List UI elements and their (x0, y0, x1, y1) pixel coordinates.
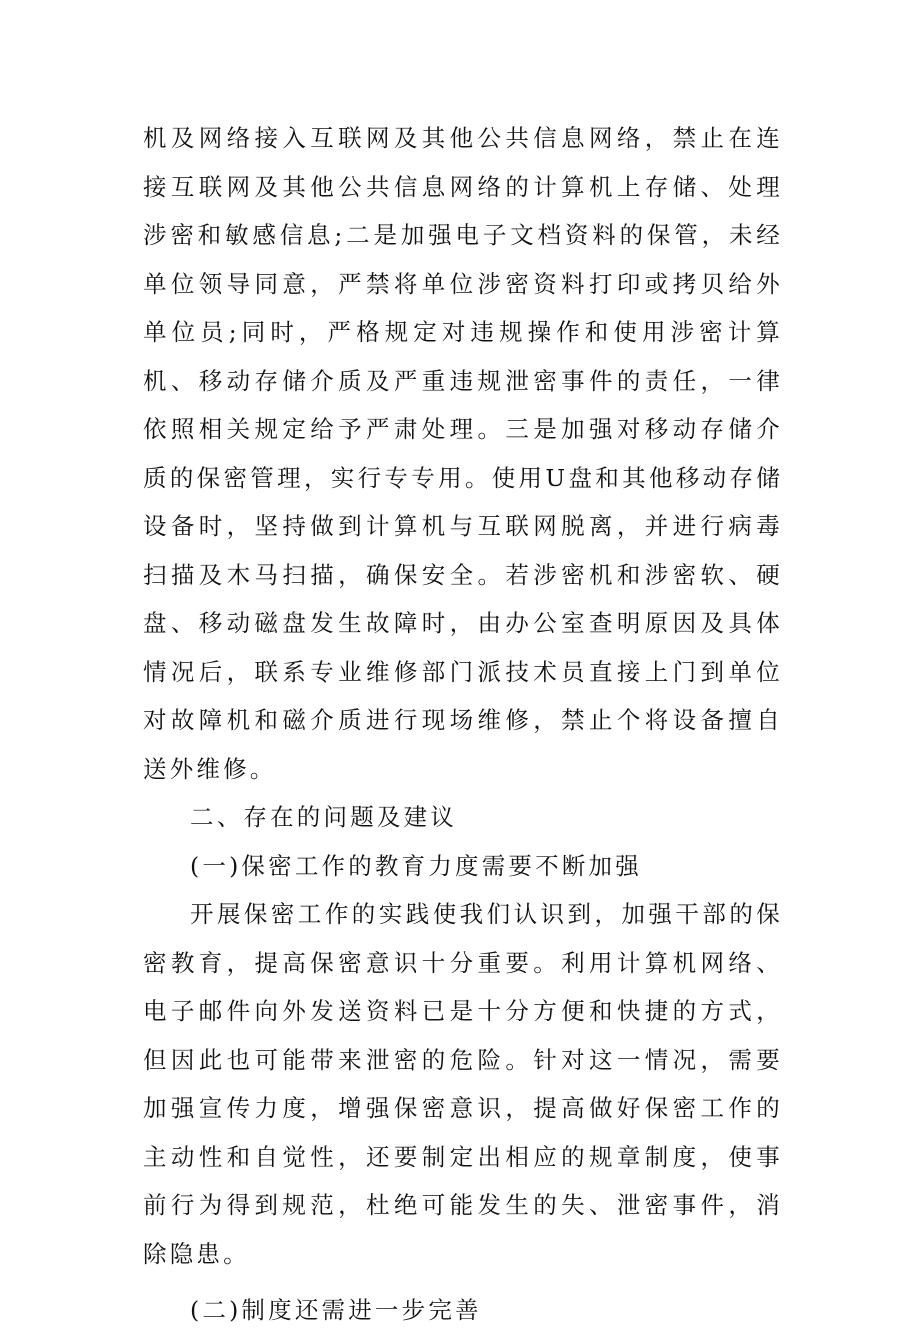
subsection-heading-system: (二)制度还需进一步完善 (190, 1296, 482, 1324)
body-paragraph-education: 开展保密工作的实践使我们认识到，加强干部的保密教育，提高保密意识十分重要。利用计算机网络、电子邮件向外发送资料已是十分方便和快捷的方式，但因此也可能带来泄密的危险。针对这一情况，需要加强宣传力度，增强保密意识，提高做好保密工作的主动性和自觉性，还要制定出相应的规章制度，使事前行为得到规范，杜绝可能发生的失、泄密事件，消除隐患。 (143, 900, 783, 1268)
document-body (143, 114, 783, 1335)
subsection-heading-education: (一)保密工作的教育力度需要不断加强 (190, 851, 642, 880)
section-heading-problems-suggestions: 二、存在的问题及建议 (190, 803, 457, 831)
body-paragraph-continuation: 机及网络接入互联网及其他公共信息网络，禁止在连接互联网及其他公共信息网络的计算机上存储、处理涉密和敏感信息;二是加强电子文档资料的保管，未经单位领导同意，严禁将单位涉密资料打印或拷贝给外单位员;同时，严格规定对违规操作和使用涉密计算机、移动存储介质及严重违规泄密事件的责任，一律依照相关规定给予严肃处理。三是加强对移动存储介质的保密管理，实行专专用。使用U盘和其他移动存储设备时，坚持做到计算机与互联网脱离，并进行病毒扫描及木马扫描，确保安全。若涉密机和涉密软、硬盘、移动磁盘发生故障时，由办公室查明原因及具体情况后，联系专业维修部门派技术员直接上门到单位对故障机和磁介质进行现场维修，禁止个将设备擅自送外维修。 (143, 124, 783, 783)
